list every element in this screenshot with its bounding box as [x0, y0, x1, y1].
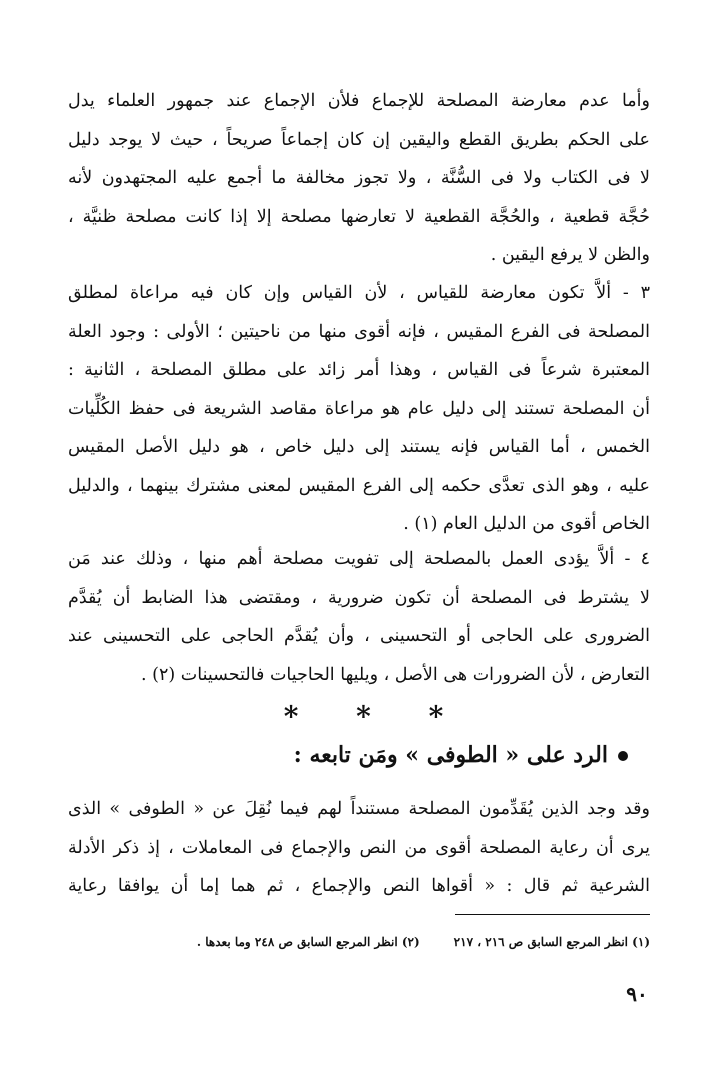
text-line: لا يشترط فى المصلحة أن تكون ضرورية ، ومقتضى هذا الضابط أن يُقدَّم [68, 587, 650, 608]
paragraph-ijma [68, 82, 650, 275]
footnotes [90, 935, 650, 949]
text-line: والظن لا يرفع اليقين . [490, 245, 650, 265]
text-line: ٣ - ألاَّ تكون معارضة للقياس ، لأن القياس وإن كان فيه مراعاة لمطلق [68, 283, 650, 303]
separator-star: * [283, 700, 299, 733]
section-heading [68, 742, 628, 768]
text-line: الضرورى على الحاجى أو التحسينى ، وأن يُقدَّم الحاجى على التحسينى عند [68, 626, 650, 646]
paragraph-qiyas [68, 274, 650, 544]
text-line: عليه ، وهو الذى تعدَّى حكمه إلى الفرع المقيس لمعنى مشترك بينهما ، والدليل [68, 475, 650, 496]
page-number: ٩٠ [626, 982, 648, 1006]
text-line: الشرعية ثم قال : « أقواها النص والإجماع ، ثم هما إما أن يوافقا رعاية [68, 876, 650, 896]
text-line: على الحكم بطريق القطع واليقين إن كان إجماعاً صريحاً ، حيث لا يوجد دليل [68, 129, 650, 150]
text-line: التعارض ، لأن الضرورات هى الأصل ، ويليها الحاجيات فالتحسينات (٢) . [141, 664, 650, 685]
footnote-divider [455, 914, 650, 915]
text-line: الخمس ، أما القياس فإنه يستند إلى دليل خاص ، هو دليل الأصل المقيس [68, 437, 650, 457]
text-line: الخاص أقوى من الدليل العام (١) . [403, 514, 650, 534]
footnote-1: (١) انظر المرجع السابق ص ٢١٦ ، ٢١٧ [453, 935, 650, 949]
paragraph-tufi [68, 790, 650, 906]
text-line: ٤ - ألاَّ يؤدى العمل بالمصلحة إلى تفويت مصلحة أهم منها ، وذلك عند مَن [68, 549, 650, 569]
separator-star: * [428, 700, 444, 733]
bullet-icon [618, 751, 628, 761]
text-line: وأما عدم معارضة المصلحة للإجماع فلأن الإجماع عند جمهور العلماء يدل [68, 91, 650, 111]
text-line: يرى أن رعاية المصلحة أقوى من النص والإجماع فى المعاملات ، إذ ذكر الأدلة [68, 837, 650, 858]
text-line: حُجَّة قطعية ، والحُجَّة القطعية لا تعارضها مصلحة إلا إذا كانت مصلحة ظنيَّة ، [68, 206, 650, 227]
footnote-2: (٢) انظر المرجع السابق ص ٢٤٨ وما بعدها . [196, 935, 420, 949]
paragraph-maslaha-priority [68, 540, 650, 694]
text-line: المصلحة فى الفرع المقيس ، فإنه أقوى منها من ناحيتين ؛ الأولى : وجود العلة [68, 321, 650, 342]
text-line: لا فى الكتاب ولا فى السُّنَّة ، ولا تجوز مخالفة ما أجمع عليه المجتهدون لأنه [68, 168, 650, 188]
text-line: المعتبرة شرعاً فى القياس ، وهذا أمر زائد على مطلق المصلحة ، الثانية : [68, 360, 650, 380]
text-line: وقد وجد الذين يُقَدِّمون المصلحة مستنداً لهم فيما نُقِلَ عن « الطوفى » الذى [68, 799, 650, 819]
section-separator [0, 700, 727, 733]
separator-star: * [356, 700, 371, 733]
section-heading-text: الرد على « الطوفى » ومَن تابعه : [293, 742, 608, 768]
text-line: أن المصلحة تستند إلى دليل عام هو مراعاة مقاصد الشريعة فى حفظ الكُلِّيات [68, 398, 650, 419]
